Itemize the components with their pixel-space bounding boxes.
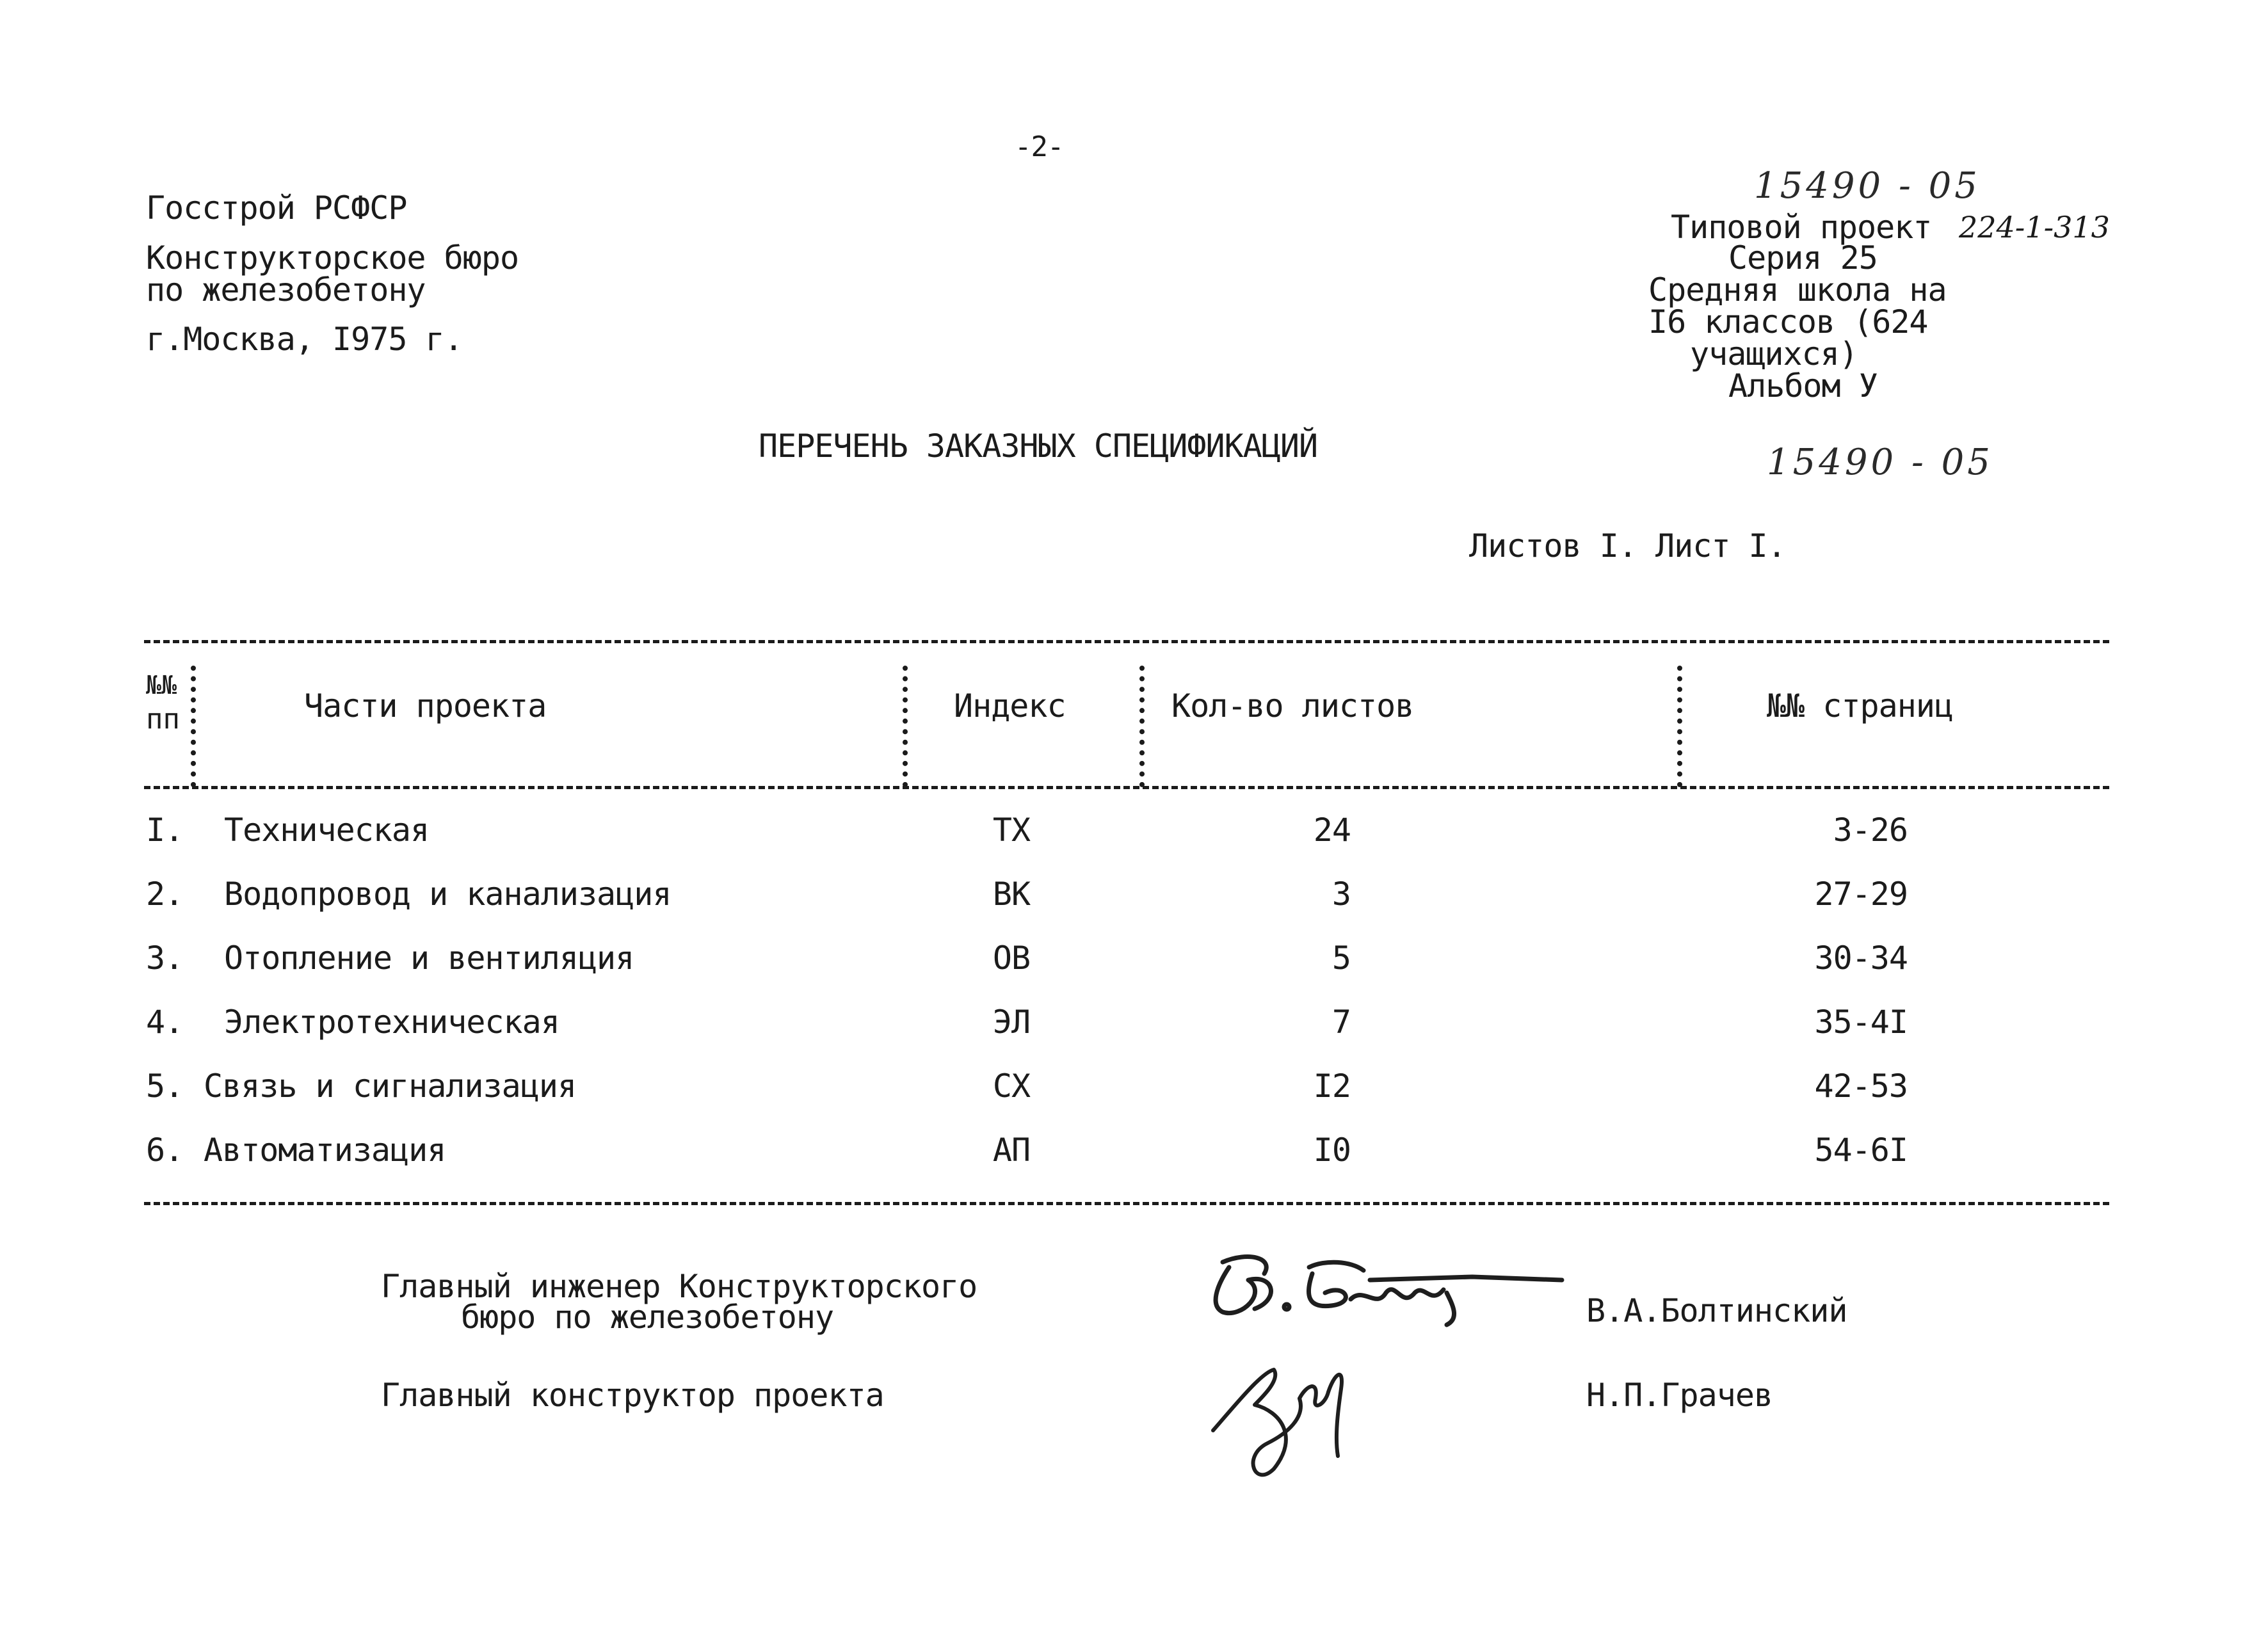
row-pages: 54-6I: [1814, 1132, 1908, 1169]
row-part: Автоматизация: [204, 1132, 446, 1169]
project-school-line-2: I6 классов (624: [1648, 303, 1928, 340]
signature-grachev: [1210, 1360, 1376, 1482]
project-code-handwritten: 15490 - 05: [1754, 165, 1981, 207]
row-number: I.: [146, 812, 184, 849]
header-index: Индекс: [954, 687, 1066, 724]
row-number: 3.: [146, 940, 184, 977]
table-col-divider-2: [903, 666, 908, 787]
header-num-line-1: №№: [146, 671, 177, 700]
project-code-handwritten-2: 15490 - 05: [1767, 442, 1993, 483]
document-title: ПЕРЕЧЕНЬ ЗАКАЗНЫХ СПЕЦИФИКАЦИЙ: [759, 428, 1318, 465]
row-sheets: 7: [1331, 1004, 1351, 1041]
row-index: ЭЛ: [992, 1004, 1031, 1041]
row-part: Водопровод и канализация: [224, 876, 672, 913]
table-bottom-rule: [144, 1202, 2109, 1205]
page-number: -2-: [1015, 131, 1064, 163]
row-sheets: 5: [1331, 940, 1351, 977]
table-col-divider-3: [1139, 666, 1145, 787]
row-part: Электротехническая: [224, 1004, 559, 1041]
row-number: 5.: [146, 1068, 184, 1105]
row-part: Отопление и вентиляция: [224, 940, 634, 977]
project-type-label: Типовой проект: [1671, 209, 1932, 246]
row-number: 4.: [146, 1004, 184, 1041]
project-album: Альбом У: [1728, 367, 1878, 404]
row-number: 2.: [146, 876, 184, 913]
table-header-rule: [144, 786, 2109, 789]
row-pages: 30-34: [1814, 940, 1908, 977]
row-index: ОВ: [992, 940, 1031, 977]
row-number: 6.: [146, 1132, 184, 1169]
chief-engineer-title-2: бюро по железобетону: [461, 1299, 834, 1336]
org-line-3: по железобетону: [146, 271, 426, 308]
chief-designer-title: Главный конструктор проекта: [381, 1377, 884, 1414]
table-top-rule: [144, 640, 2109, 643]
row-sheets: 3: [1331, 876, 1351, 913]
org-location-year: г.Москва, I975 г.: [146, 321, 463, 358]
row-sheets: 24: [1313, 812, 1351, 849]
chief-engineer-name: В.А.Болтинский: [1586, 1292, 1847, 1329]
row-pages: 35-4I: [1814, 1004, 1908, 1041]
row-sheets: I0: [1313, 1132, 1351, 1169]
org-line-1: Госстрой РСФСР: [146, 189, 407, 227]
row-part: Связь и сигнализация: [204, 1068, 577, 1105]
project-series: Серия 25: [1728, 239, 1878, 276]
project-school-line-1: Средняя школа на: [1648, 271, 1947, 308]
signature-boltinsky: [1203, 1248, 1575, 1338]
header-sheets: Кол-во листов: [1171, 687, 1414, 724]
org-line-2: Конструкторское бюро: [146, 239, 519, 276]
header-num-line-2: пп: [146, 703, 180, 735]
row-index: ВК: [992, 876, 1031, 913]
row-index: СХ: [992, 1068, 1031, 1105]
header-pages: №№ страниц: [1767, 687, 1954, 724]
table-col-divider-4: [1677, 666, 1682, 787]
sheets-info: Листов I. Лист I.: [1469, 527, 1786, 564]
row-pages: 3-26: [1833, 812, 1908, 849]
chief-engineer-title-1: Главный инженер Конструкторского: [381, 1268, 977, 1305]
project-school-line-3: учащихся): [1690, 335, 1858, 372]
row-pages: 42-53: [1814, 1068, 1908, 1105]
table-col-divider-1: [191, 666, 196, 787]
header-parts: Части проекта: [304, 687, 547, 724]
row-index: АП: [992, 1132, 1031, 1169]
row-index: ТХ: [992, 812, 1031, 849]
row-pages: 27-29: [1814, 876, 1908, 913]
row-part: Техническая: [224, 812, 430, 849]
project-type-number: 224-1-313: [1959, 210, 2110, 244]
chief-designer-name: Н.П.Грачев: [1586, 1377, 1773, 1414]
row-sheets: I2: [1313, 1068, 1351, 1105]
